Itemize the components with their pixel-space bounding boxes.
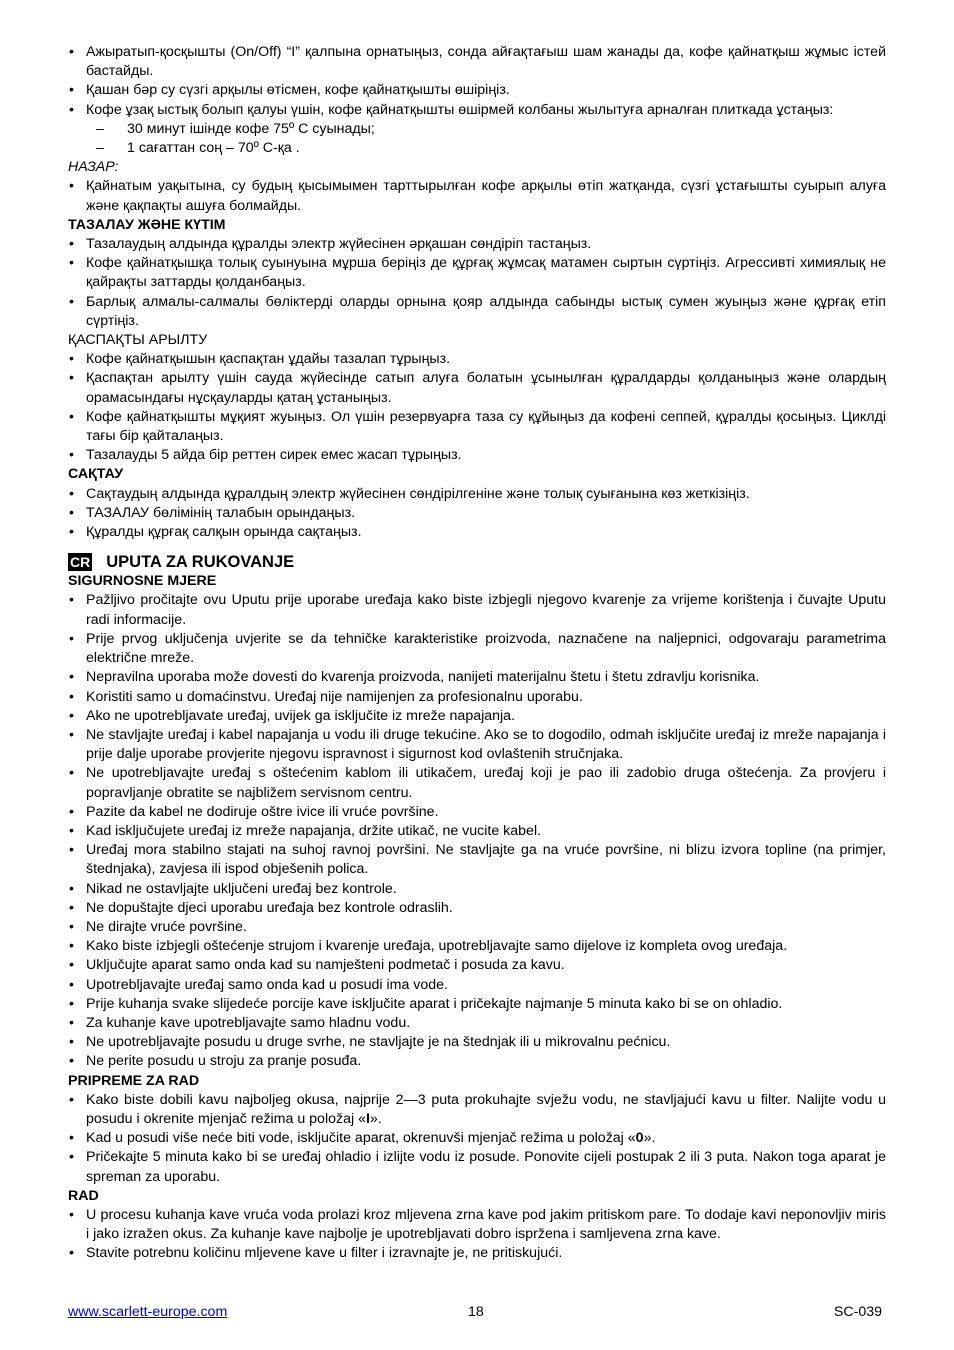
list-item: • Stavite potrebnu količinu mljevene kave u filter i izravnajte je, ne pritiskujući. [68,1244,886,1263]
section-heading: SIGURNOSNE MJERE [68,573,217,590]
list-item: • Ako ne upotrebljavate uređaj, uvijek ga isključite iz mreže napajanja. [68,707,886,726]
list-item: • Қашан бәр су сүзгі арқылы өтісмен, кофе қайнатқышты өшіріңіз. [68,81,886,100]
list-item: • Тазалауды 5 айда бір реттен сирек емес жасап тұрыңыз. [68,446,886,465]
list-item: • Ne dopuštajte djeci uporabu uređaja bez kontrole odraslih. [68,899,886,918]
kz-descale-list [68,350,886,465]
list-item: • Ne perite posudu u stroju za pranje posuđa. [68,1052,886,1071]
list-item: • ТАЗАЛАУ бөлімінің талабын орындаңыз. [68,504,886,523]
list-item: • Қаспақтан арылту үшін сауда жүйесінде сатып алуға болатын ұсынылған құралдарды қолданыңыз және олардың орамасындағы нұсқауларды қатаң ұстаныңыз. [68,369,886,407]
warning-label: НАЗАР: [68,159,119,176]
cr-safety-list [68,591,886,1071]
text-run: Kad u posudi više neće biti vode, isključite aparat, okrenuvši mjenjač režima u položaj « [86,1130,636,1147]
list-item: – 30 минут ішінде кофе 75º С суынады; [68,120,886,139]
list-item: • Қайнатым уақытына, су будың қысымымен тарттырылған кофе арқылы өтіп жатқанда, сүзгі ұстағышты суырып алуға және қақпақты ашуға болмайды. [68,177,886,215]
list-item: • Upotrebljavajte uređaj samo onda kad u posudi ima vode. [68,976,886,995]
list-item [68,1091,886,1129]
section-heading: САҚТАУ [68,466,124,483]
kz-dash-list [68,120,886,158]
list-item: • Ne dirajte vruće površine. [68,918,886,937]
section-heading: PRIPREME ZA RAD [68,1072,200,1089]
list-item: • Ne upotrebljavajte posudu u druge svrhe, ne stavljajte je na štednjak ili u mikrovalnu pećnicu. [68,1033,886,1052]
list-item: • Ne stavljajte uređaj i kabel napajanja u vodu ili druge tekućine. Ako se to dogodilo, odmah isključite uređaj iz mreže napajanja i prije dalje uporabe provjerite njegovu ispravnost i sigurnost kod ovlaštenih stručnjaka. [68,726,886,764]
list-item: • Pričekajte 5 minuta kako bi se uređaj ohladio i izlijte vodu iz posude. Ponovite cijeli postupak 2 ili 3 puta. Nakon toga aparat je spreman za uporabu. [68,1148,886,1186]
list-item: • Pažljivo pročitajte ovu Uputu prije uporabe uređaja kako biste izbjegli njegovo kvarenje za vrijeme korištenja i čuvajte Uputu radi informacije. [68,591,886,629]
cr-section-title [68,552,886,572]
list-item: • Kad isključujete uređaj iz mreže napajanja, držite utikač, ne vucite kabel. [68,822,886,841]
section-heading: ТАЗАЛАУ ЖӘНЕ КҮТІМ [68,216,226,233]
text-run: ». [369,1110,382,1127]
list-item: • Сақтаудың алдында құралдың электр жүйесінен сөндірілгеніне және толық суығанына көз жеткізіңіз. [68,485,886,504]
list-item: • Кофе ұзақ ыстық болып қалуы үшін, кофе қайнатқышты өшірмей колбаны жылытуға арналған плиткада ұстаңыз: [68,101,886,120]
list-item: • Кофе қайнатқышын қаспақтан ұдайы тазалап тұрыңыз. [68,350,886,369]
list-item: • Za kuhanje kave upotrebljavajte samo hladnu vodu. [68,1014,886,1033]
list-item: • U procesu kuhanja kave vruća voda prolazi kroz mljevena zrna kave pod jakim pritiskom pare. To dodaje kavi neponovljiv miris i jako izražen okus. Za kuhanje kave najbolje je upotrebljavati dobro ispržena i samljevena zrna kave. [68,1206,886,1244]
cr-work-list [68,1206,886,1264]
language-badge: CR [70,554,91,571]
website-link[interactable]: www.scarlett-europe.com [68,1304,228,1320]
mode-symbol: I [365,1110,370,1127]
list-item [68,1129,886,1148]
list-item: • Uključujte aparat samo onda kad su namješteni podmetač i posuda za kavu. [68,956,886,975]
kz-warning-list [68,177,886,215]
list-item: • Кофе қайнатқышқа толық суынуына мұрша беріңіз де құрғақ жұмсақ матамен сыртын сүртіңіз. Агрессивті химиялық не қайрақты заттарды қолданбаңыз. [68,254,886,292]
list-item: • Тазалаудың алдында құралды электр жүйесінен әрқашан сөндіріп тастаңыз. [68,235,886,254]
list-item: • Koristiti samo u domaćinstvu. Uređaj nije namijenjen za profesionalnu uporabu. [68,688,886,707]
list-item: • Prije prvog uključenja uvjerite se da tehničke karakteristike proizvoda, naznačene na naljepnici, odgovaraju parametrima električne mreže. [68,630,886,668]
list-item: • Nikad ne ostavljajte uključeni uređaj bez kontrole. [68,880,886,899]
list-item: • Nepravilna uporaba može dovesti do kvarenja proizvoda, nanijeti materijalnu štetu i štetu zdravlju korisnika. [68,668,886,687]
mode-symbol: 0 [635,1130,644,1147]
page-footer [68,1303,886,1323]
list-item: – 1 сағаттан соң – 70º С-қа . [68,139,886,158]
page-number: 18 [468,1304,484,1320]
list-item: • Prije kuhanja svake slijedeće porcije kave isključite aparat i pričekajte najmanje 5 minuta kako bi se on ohladio. [68,995,886,1014]
list-item: • Uređaj mora stabilno stajati na suhoj ravnoj površini. Ne stavljajte ga na vruće površine, ni blizu izvora topline (na primjer, štednjaka), zavjesa ili ispod obješenih polica. [68,841,886,879]
kz-intro-list [68,43,886,120]
cr-title-text: UPUTA ZA RUKOVANJE [106,553,295,572]
section-heading: ҚАСПАҚТЫ АРЫЛТУ [68,332,208,349]
list-item: • Барлық алмалы-салмалы бөліктерді оларды орнына қояр алдында сабынды ыстық сумен жуыңыз және құрғақ етіп сүртіңіз. [68,293,886,331]
section-heading: RAD [68,1187,99,1204]
document-page [68,43,886,1264]
list-item: • Pazite da kabel ne dodiruje oštre ivice ili vruće površine. [68,803,886,822]
list-item: • Ажыратып-қосқышты (On/Off) “I” қалпына орнатыңыз, сонда айғақтағыш шам жанады да, кофе қайнатқыш жұмыс істей бастайды. [68,43,886,81]
list-item: • Ne upotrebljavajte uređaj s oštećenim kablom ili utikačem, uređaj koji je pao ili zadobio druga oštećenja. Za provjeru i popravljanje obratite se najbližem servisnom centru. [68,764,886,802]
list-item: • Kako biste izbjegli oštećenje strujom i kvarenje uređaja, upotrebljavajte samo dijelove iz kompleta ovog uređaja. [68,937,886,956]
model-number: SC-039 [833,1304,882,1320]
text-run: Kako biste dobili kavu najboljeg okusa, najprije 2—3 puta prokuhajte svježu vodu, ne stavljajući kavu u filter. Nalijte vodu u posudu i okrenite mjenjač režima u položaj « [86,1091,886,1127]
kz-storage-list [68,485,886,543]
text-run: ». [643,1130,656,1147]
list-item: • Құралды құрғақ салқын орында сақтаңыз. [68,523,886,542]
kz-cleaning-list [68,235,886,331]
list-item: • Кофе қайнатқышты мұқият жуыңыз. Ол үшін резервуарға таза су құйыңыз да кофені сеппей, құралды қосыңыз. Циклді тағы бір қайталаңыз. [68,408,886,446]
cr-prep-list [68,1091,886,1187]
